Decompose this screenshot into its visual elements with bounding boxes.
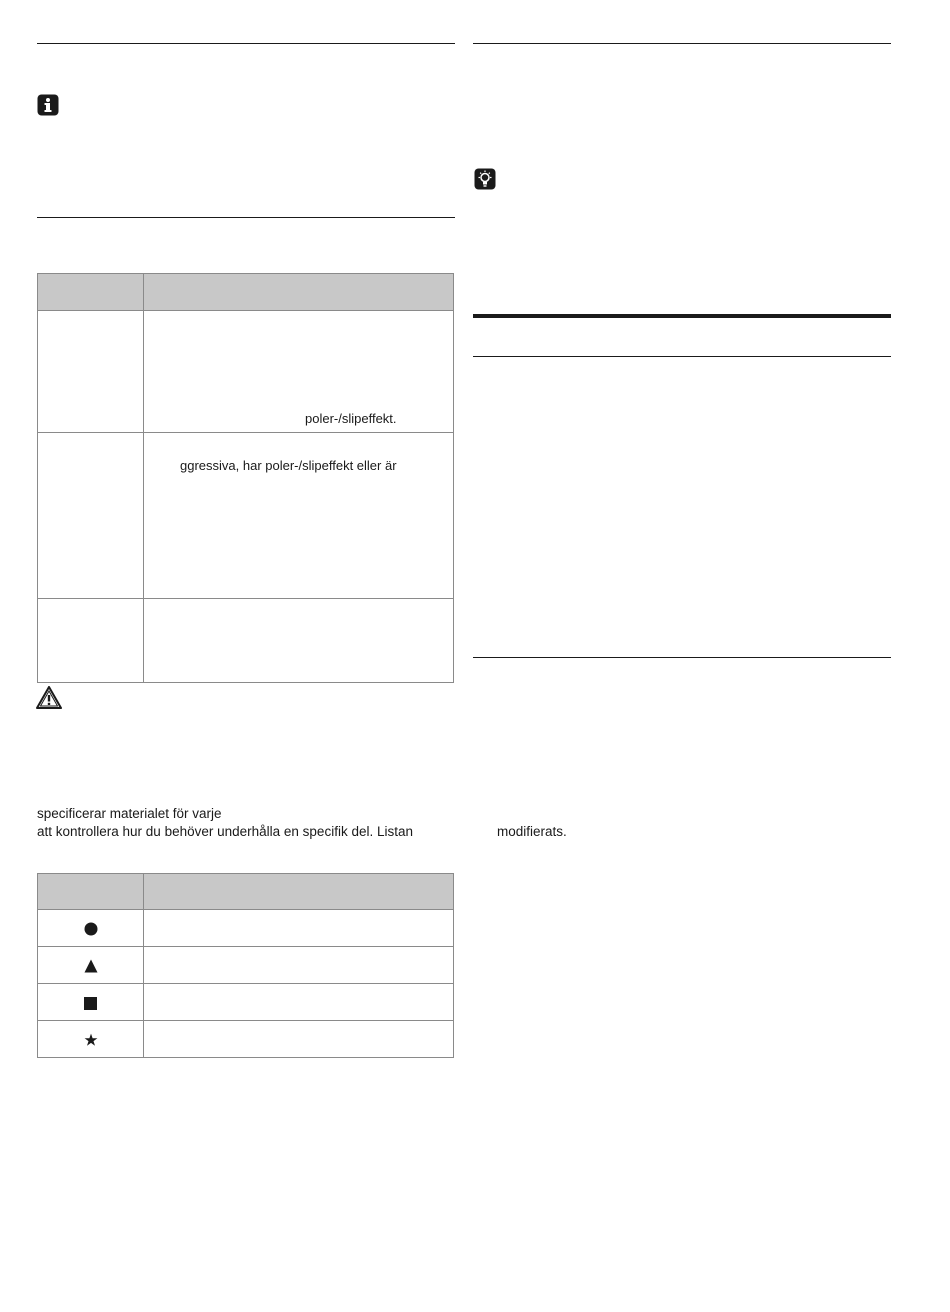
table-header-cell <box>144 274 454 311</box>
square-symbol-icon <box>84 997 97 1010</box>
material-paragraph-line1: specificerar materialet för varje <box>37 806 222 821</box>
table-cell <box>144 433 454 599</box>
symbol-table <box>37 873 454 1058</box>
table-header-row <box>38 274 454 311</box>
cleaning-agent-table <box>37 273 454 683</box>
star-symbol-icon <box>84 1033 98 1047</box>
table-cell <box>38 433 144 599</box>
table-row <box>38 947 454 984</box>
table-header-cell <box>38 874 144 910</box>
table-cell <box>144 910 454 947</box>
table-row <box>38 311 454 433</box>
right-subsection-rule <box>473 356 891 357</box>
table-cell <box>144 947 454 984</box>
info-icon <box>37 94 59 116</box>
table-header-cell <box>144 874 454 910</box>
table-cell <box>38 947 144 984</box>
right-chapter-thick-rule <box>473 314 891 318</box>
table-row <box>38 1021 454 1058</box>
table-row <box>38 433 454 599</box>
left-section-rule <box>37 217 455 218</box>
table-cell <box>38 311 144 433</box>
table-header-row <box>38 874 454 910</box>
table-cell <box>144 599 454 683</box>
table-cell <box>38 910 144 947</box>
right-fragment-text: modifierats. <box>497 824 567 839</box>
circle-symbol-icon <box>84 922 98 936</box>
warning-icon <box>36 686 62 710</box>
triangle-symbol-icon <box>84 959 98 973</box>
table-header-cell <box>38 274 144 311</box>
table-cell <box>144 1021 454 1058</box>
table-cell <box>38 1021 144 1058</box>
table-row <box>38 910 454 947</box>
material-paragraph-line2: att kontrollera hur du behöver underhålla en specifik del. Listan <box>37 824 413 839</box>
table-cell <box>144 311 454 433</box>
row2-text: ggressiva, har poler-/slipeffekt eller är <box>180 458 397 473</box>
table-row <box>38 984 454 1021</box>
row1-text: poler-/slipeffekt. <box>305 411 397 426</box>
left-top-rule <box>37 43 455 44</box>
table-row <box>38 599 454 683</box>
right-lower-rule <box>473 657 891 658</box>
table-cell <box>38 599 144 683</box>
right-top-rule <box>473 43 891 44</box>
lightbulb-tip-icon <box>474 168 496 190</box>
table-cell <box>38 984 144 1021</box>
table-cell <box>144 984 454 1021</box>
